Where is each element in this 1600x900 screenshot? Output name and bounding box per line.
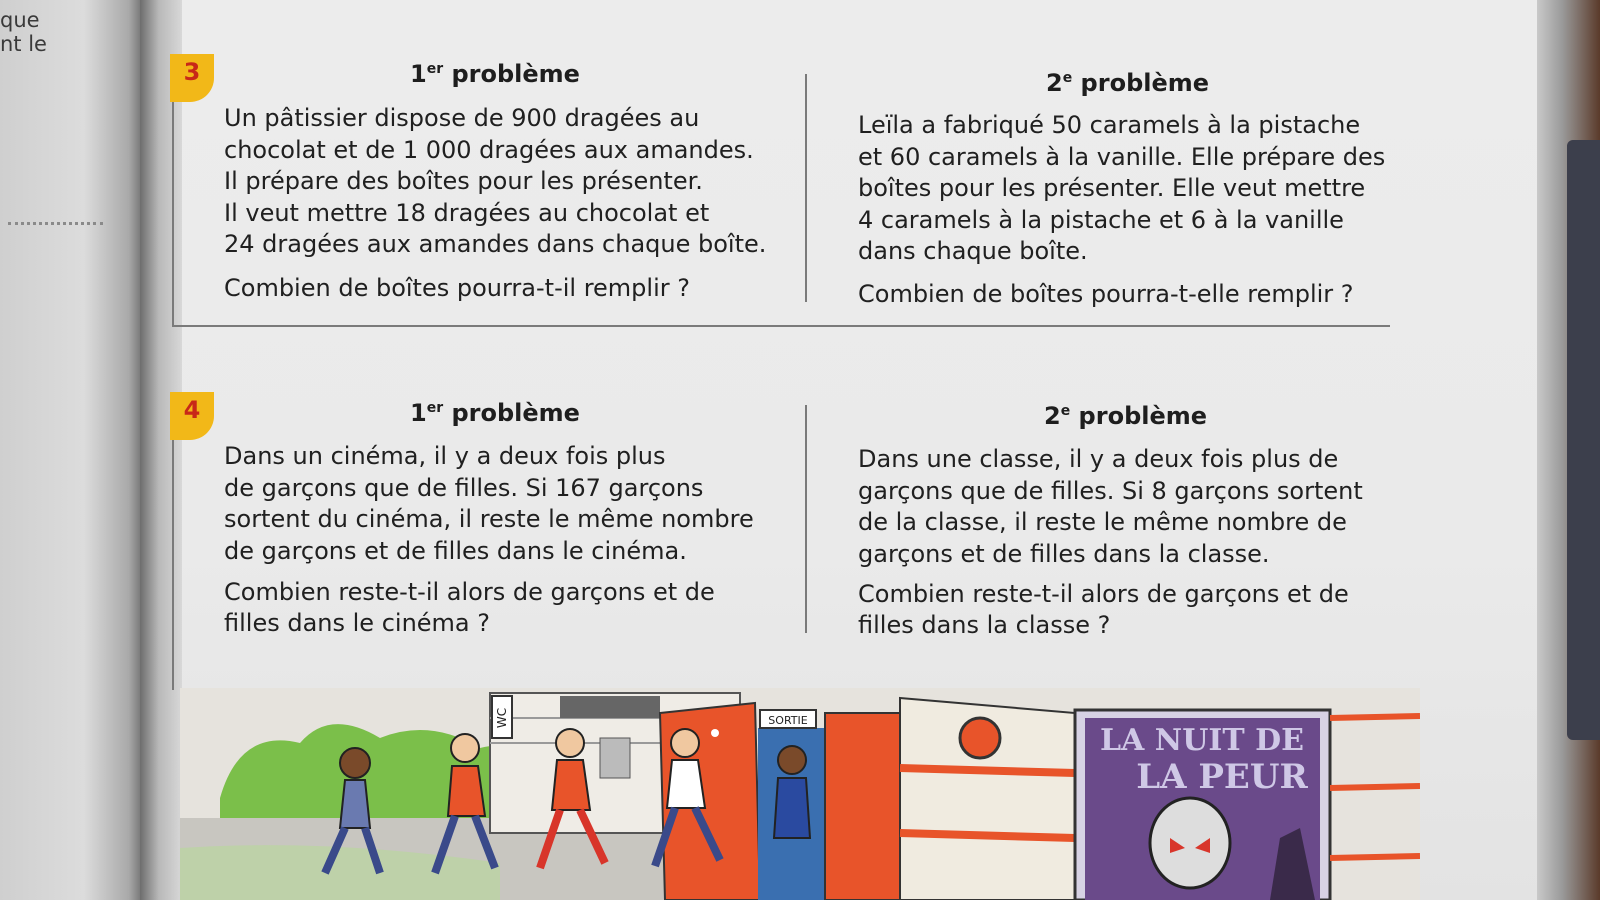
exercise-3-problem-2-question: Combien de boîtes pourra-t-elle remplir ? [858,280,1354,308]
exercise-4-number: 4 [183,396,201,424]
facade-light [960,718,1000,758]
edge-stripe [1330,856,1420,858]
left-page [0,0,140,900]
statement-line: chocolat et de 1 000 dragées aux amandes. [224,135,754,164]
statement-line: Dans une classe, il y a deux fois plus de [858,445,1339,473]
title-superscript: e [1060,403,1071,419]
exercise-4-problem-2-statement [858,444,1363,570]
title-text: problème [1070,402,1208,430]
poster-mask-face [1150,798,1230,888]
statement-line: de garçons et de filles dans le cinéma. [224,536,687,565]
statement-line: de la classe, il reste le même nombre de [858,508,1347,536]
title-text: problème [1072,69,1210,97]
question-line: Combien reste-t-il alors de garçons et de [224,578,715,606]
poster-title-line-1: LA NUIT DE [1099,723,1305,758]
statement-line: Leïla a fabriqué 50 caramels à la pistache [858,111,1361,139]
title-number: 1 [410,60,427,88]
statement-line: garçons que de filles. Si 8 garçons sortent [858,476,1363,505]
exercise-3-left-border [172,102,174,326]
title-number: 1 [410,399,427,427]
title-text: problème [443,399,580,427]
statement-line: 4 caramels à la pistache et 6 à la vanille [858,205,1344,234]
dotted-answer-line [8,222,103,225]
fragment-line-1: que [0,8,40,32]
exercise-3-column-divider [805,74,807,302]
building-window [600,738,630,778]
statement-line: boîtes pour les présenter. Elle veut mettre [858,174,1366,202]
cinema-illustration-svg [180,688,1420,900]
title-number: 2 [1044,402,1061,430]
facade-stripe [900,833,1075,838]
edge-stripe [1330,786,1420,788]
cover-tab [1567,140,1600,740]
title-superscript: e [1062,70,1073,86]
exercise-4-problem-2-title [1044,402,1207,430]
exercise-3-problem-2-title [1046,69,1209,97]
exercise-4-problem-2-question [858,579,1349,641]
statement-line: et 60 caramels à la vanille. Elle prépare des [858,142,1386,171]
statement-line: de garçons que de filles. Si 167 garçons [224,473,704,502]
door-dot [711,729,719,737]
statement-line: Il veut mettre 18 dragées au chocolat et [224,198,710,227]
edge-stripe [1330,716,1420,718]
left-page-text-fragment [0,8,47,56]
book-gutter [140,0,182,900]
exercise-4-problem-1-statement [224,441,754,567]
exercise-3-problem-1-statement [224,103,766,261]
statement-line: Dans un cinéma, il y a deux fois plus [224,442,666,470]
statement-line: garçons et de filles dans la classe. [858,539,1270,568]
poster-title-line-2: LA PEUR [1136,757,1308,797]
exercise-3-problem-2-statement [858,110,1385,268]
facade-stripe [900,768,1075,773]
exercise-4-problem-1-question [224,577,715,639]
statement-line: sortent du cinéma, il reste le même nombre [224,505,754,533]
fragment-line-2: nt le [0,32,47,56]
exercise-3-problem-1-title [410,60,580,88]
cinema-illustration [180,688,1420,900]
building-window [560,696,660,718]
title-superscript: er [426,400,444,416]
title-number: 2 [1046,69,1063,97]
exercise-4-problem-1-title [410,399,580,427]
title-superscript: er [426,61,444,77]
page-edge [1537,0,1600,900]
statement-line: dans chaque boîte. [858,237,1088,265]
child-figure [774,746,810,838]
red-wall-panel [825,713,900,900]
statement-line: 24 dragées aux amandes dans chaque boîte. [224,230,767,258]
question-line: filles dans le cinéma ? [224,609,490,637]
exercise-4-left-border [172,440,174,690]
wc-sign-text: WC [495,707,509,729]
exercise-4-column-divider [805,405,807,633]
question-line: Combien reste-t-il alors de garçons et de [858,580,1349,608]
exercise-3-problem-1-question: Combien de boîtes pourra-t-il remplir ? [224,274,690,302]
exit-sign-text: SORTIE [768,714,808,727]
question-line: filles dans la classe ? [858,611,1111,639]
exercise-3-bottom-rule [172,325,1390,327]
statement-line: Il prépare des boîtes pour les présenter. [224,167,703,195]
statement-line: Un pâtissier dispose de 900 dragées au [224,104,700,132]
exercise-3-number: 3 [183,58,201,86]
title-text: problème [443,60,580,88]
